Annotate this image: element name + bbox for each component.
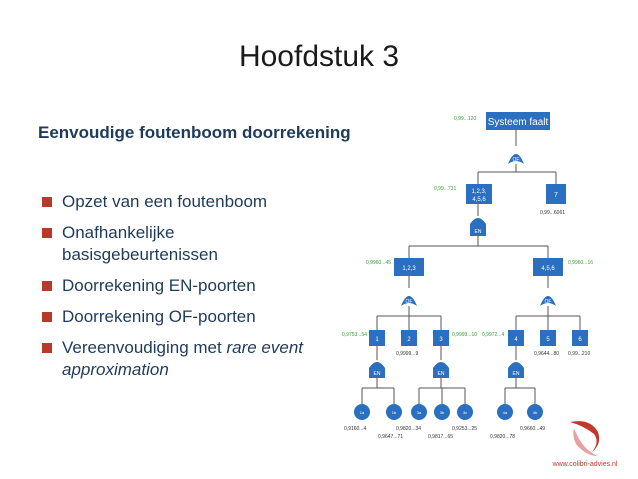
basic-event [344,404,370,432]
event-value-6: 0,99...210 [568,351,591,357]
event-label-1: 1 [375,337,379,343]
event-label-4: 4 [514,337,518,343]
event-label-2: 2 [407,337,411,343]
event-value-4: 0,9972...4 [482,332,505,338]
svg-text:4b: 4b [532,410,538,415]
event-value-2: 0,9999...9 [396,351,419,357]
top-event-label: Systeem faalt [487,117,549,128]
event-label-7: 7 [554,192,558,199]
bullet-square-icon [42,228,52,238]
event-label-3: 3 [439,337,443,343]
svg-text:0,9160...4: 0,9160...4 [344,426,367,432]
bullet-item: Opzet van een foutenboom [40,191,330,213]
basic-event [490,404,515,440]
event-label-456: 4,5,6 [541,266,555,272]
gate-label: EN [474,229,482,235]
event-value-3: 0,9999...10 [452,332,478,338]
event-label-6: 6 [578,337,582,343]
svg-text:3b: 3b [439,410,445,415]
svg-text:4a: 4a [502,410,508,415]
svg-text:0,9820...78: 0,9820...78 [490,434,516,440]
svg-text:1a: 1a [359,410,365,415]
event-value-1: 0,9753...54 [342,332,368,338]
bullet-square-icon [42,197,52,207]
colibri-bird-logo-icon [540,420,630,470]
svg-text:3c: 3c [462,410,468,415]
event-value-123456: 0,99...731 [434,186,457,192]
bullet-item: Doorrekening OF-poorten [40,306,330,328]
fault-tree-diagram [330,108,630,448]
gate-label: EN [373,371,381,377]
event-value-123: 0,9960...45 [366,260,392,266]
svg-text:0,9820...34: 0,9820...34 [396,426,422,432]
event-label-123456b: 4,5,6 [472,197,486,203]
bullet-square-icon [42,281,52,291]
svg-text:0,9253...25: 0,9253...25 [452,426,478,432]
bullet-item: Doorrekening EN-poorten [40,275,330,297]
svg-text:1b: 1b [391,410,397,415]
bullet-square-icon [42,343,52,353]
logo-url-text: www.colibri-advies.nl [552,461,618,468]
gate-label: EN [512,371,520,377]
event-label-123: 1,2,3 [402,266,416,272]
gate-label: OF [405,299,413,305]
slide-title: Hoofdstuk 3 [238,40,400,73]
top-event-value: 0,99...120 [454,116,477,122]
basic-event [452,404,477,432]
svg-text:3a: 3a [416,410,422,415]
basic-event [428,404,453,440]
event-value-456: 0,9960...16 [568,260,594,266]
bullet-list [40,191,330,390]
event-label-123456: 1,2,3, [471,189,487,195]
svg-text:0,9647...71: 0,9647...71 [378,434,404,440]
basic-event [378,404,403,440]
bullet-square-icon [42,312,52,322]
gate-label: OF [544,299,552,305]
bullet-item: Vereenvoudiging met rare event approximation [40,337,330,381]
event-label-5: 5 [546,337,550,343]
bullet-item: Onafhankelijke basisgebeurtenissen [40,222,330,266]
event-value-7: 0,99...6061 [540,210,566,216]
gate-label: OF [512,157,520,163]
event-value-5: 0,9644...80 [534,351,560,357]
svg-text:0,9817...65: 0,9817...65 [428,434,454,440]
gate-label: EN [437,371,445,377]
svg-text:0,9660...49: 0,9660...49 [520,426,546,432]
slide-subtitle: Eenvoudige foutenboom doorrekening [38,123,351,142]
